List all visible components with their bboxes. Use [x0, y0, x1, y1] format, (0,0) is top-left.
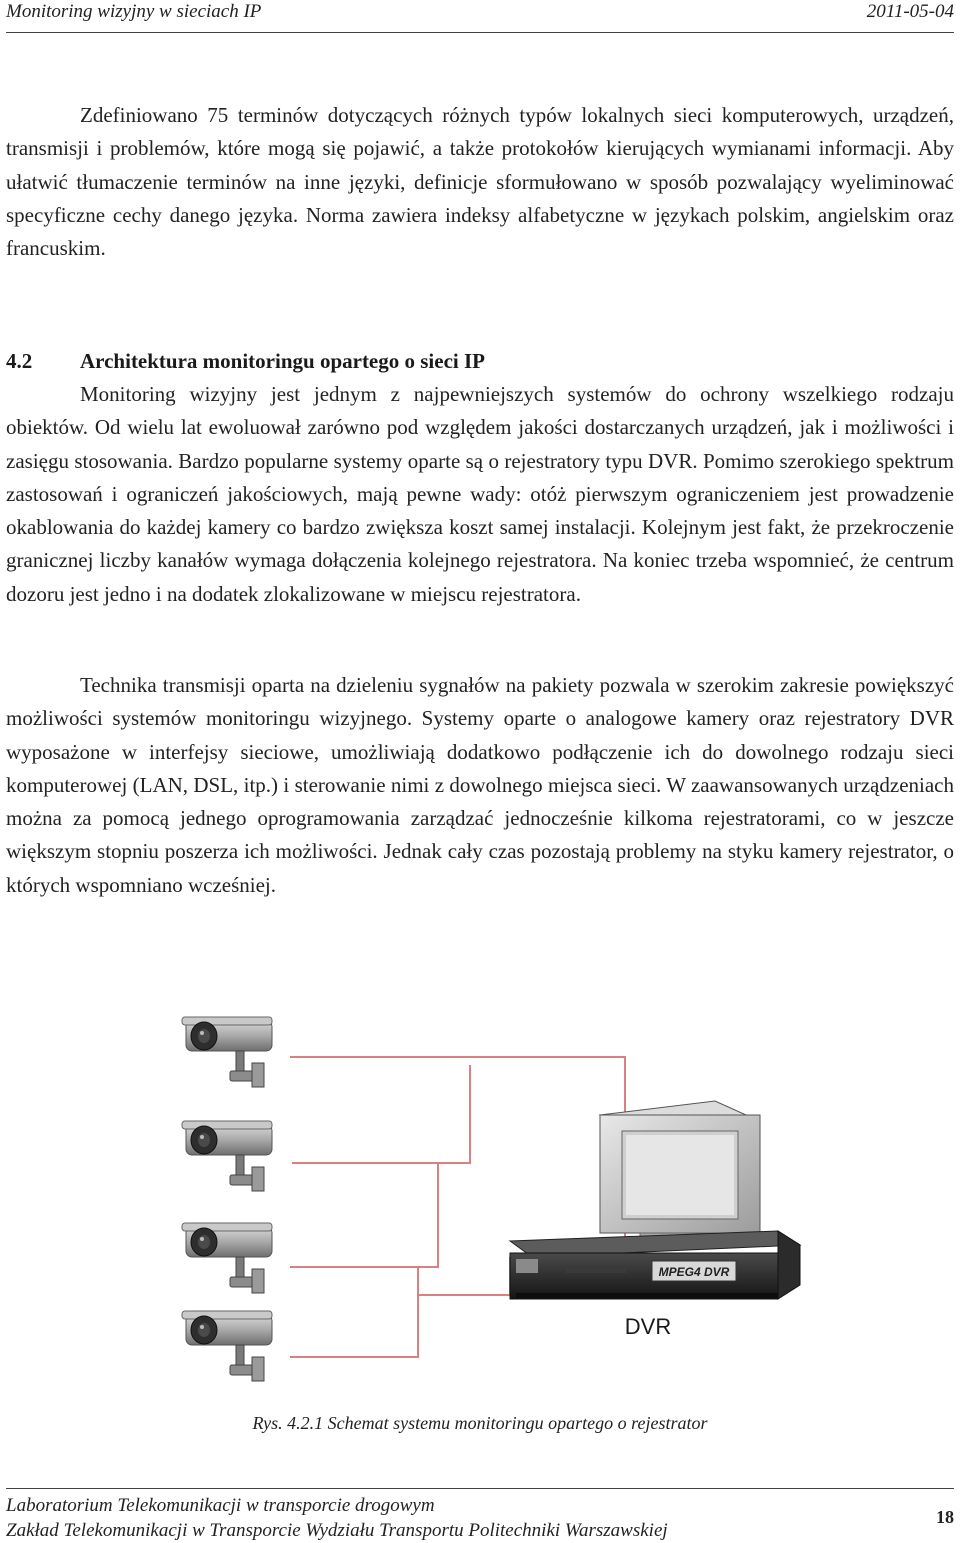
- monitor-icon: [600, 1101, 760, 1243]
- section-number: 4.2: [6, 349, 33, 373]
- camera-icon: [182, 1311, 272, 1381]
- page-header: [6, 0, 954, 33]
- paragraph-standard-description: Zdefiniowano 75 terminów dotyczących różnych typów lokalnych sieci komputerowych, urządzeń, transmisji i problemów, które mogą się pojawić, a także protokołów kierujących wymianami informacji. Aby ułatwić tłumaczenie terminów na inne języki, definicje sformułowano w sposób pozwalający wyeliminować specyficzne cechy danego języka. Norma zawiera indeksy alfabetyczne w językach polskim, angielskim oraz francuskim.: [6, 103, 954, 261]
- header-title: Monitoring wizyjny w sieciach IP: [6, 1, 262, 22]
- signal-cables: [290, 1057, 625, 1357]
- section-heading: [6, 345, 485, 378]
- camera-icon: [182, 1121, 272, 1191]
- dvr-diagram: [170, 995, 810, 1407]
- dvr-recorder-icon: [510, 1231, 800, 1299]
- header-date: 2011-05-04: [866, 1, 954, 22]
- camera-icon: [182, 1017, 272, 1087]
- paragraph-packet-transmission: Technika transmisji oparta na dzieleniu sygnałów na pakiety pozwala w szerokim zakresie powiększyć możliwości systemów monitoringu wizyjnego. Systemy oparte o analogowe kamery oraz rejestratory DVR wyposażone w interfejsy sieciowe, umożliwiają dodatkowo podłączenie ich do dowolnego rodzaju sieci komputerowej (LAN, DSL, itp.) i sterowanie nimi z dowolnego miejsca sieci. W zaawansowanych urządzeniach można za pomocą jednego oprogramowania zarządzać jednocześnie kilkoma rejestratorami, co w jeszcze większym stopniu poszerza ich możliwości. Jednak cały czas pozostają problemy na styku kamery rejestrator, o których wspomniano wcześniej.: [6, 673, 954, 897]
- footer-department: Zakład Telekomunikacji w Transporcie Wydziału Transportu Politechniki Warszawskiej: [6, 1520, 668, 1541]
- page-number: 18: [936, 1507, 954, 1527]
- section-title: Architektura monitoringu opartego o sieci IP: [80, 349, 485, 373]
- footer-lab-name: Laboratorium Telekomunikacji w transporcie drogowym: [6, 1495, 435, 1516]
- paragraph-dvr-architecture: Monitoring wizyjny jest jednym z najpewniejszych systemów do ochrony wszelkiego rodzaju obiektów. Od wielu lat ewoluował zarówno pod względem jakości dostarczanych urządzeń, jak i możliwości i zasięgu stosowania. Bardzo popularne systemy oparte są o rejestratory typu DVR. Pomimo szerokiego spektrum zastosowań i ograniczeń jakościowych, mają pewne wady: otóż pierwszym ograniczeniem jest prowadzenie okablowania do każdej kamery co bardzo zwiększa koszt samej instalacji. Kolejnym jest fakt, że przekroczenie granicznej liczby kanałów wymaga dołączenia kolejnego rejestratora. Na koniec trzeba wspomnieć, że centrum dozoru jest jedno i na dodatek zlokalizowane w miejscu rejestratora.: [6, 382, 954, 606]
- dvr-badge: MPEG4 DVR: [658, 1265, 730, 1279]
- camera-icon: [182, 1223, 272, 1293]
- dvr-system-figure: [170, 995, 810, 1407]
- figure-caption: Rys. 4.2.1 Schemat systemu monitoringu opartego o rejestrator: [252, 1413, 708, 1433]
- page-footer: [6, 1488, 954, 1543]
- dvr-label: DVR: [624, 1314, 672, 1339]
